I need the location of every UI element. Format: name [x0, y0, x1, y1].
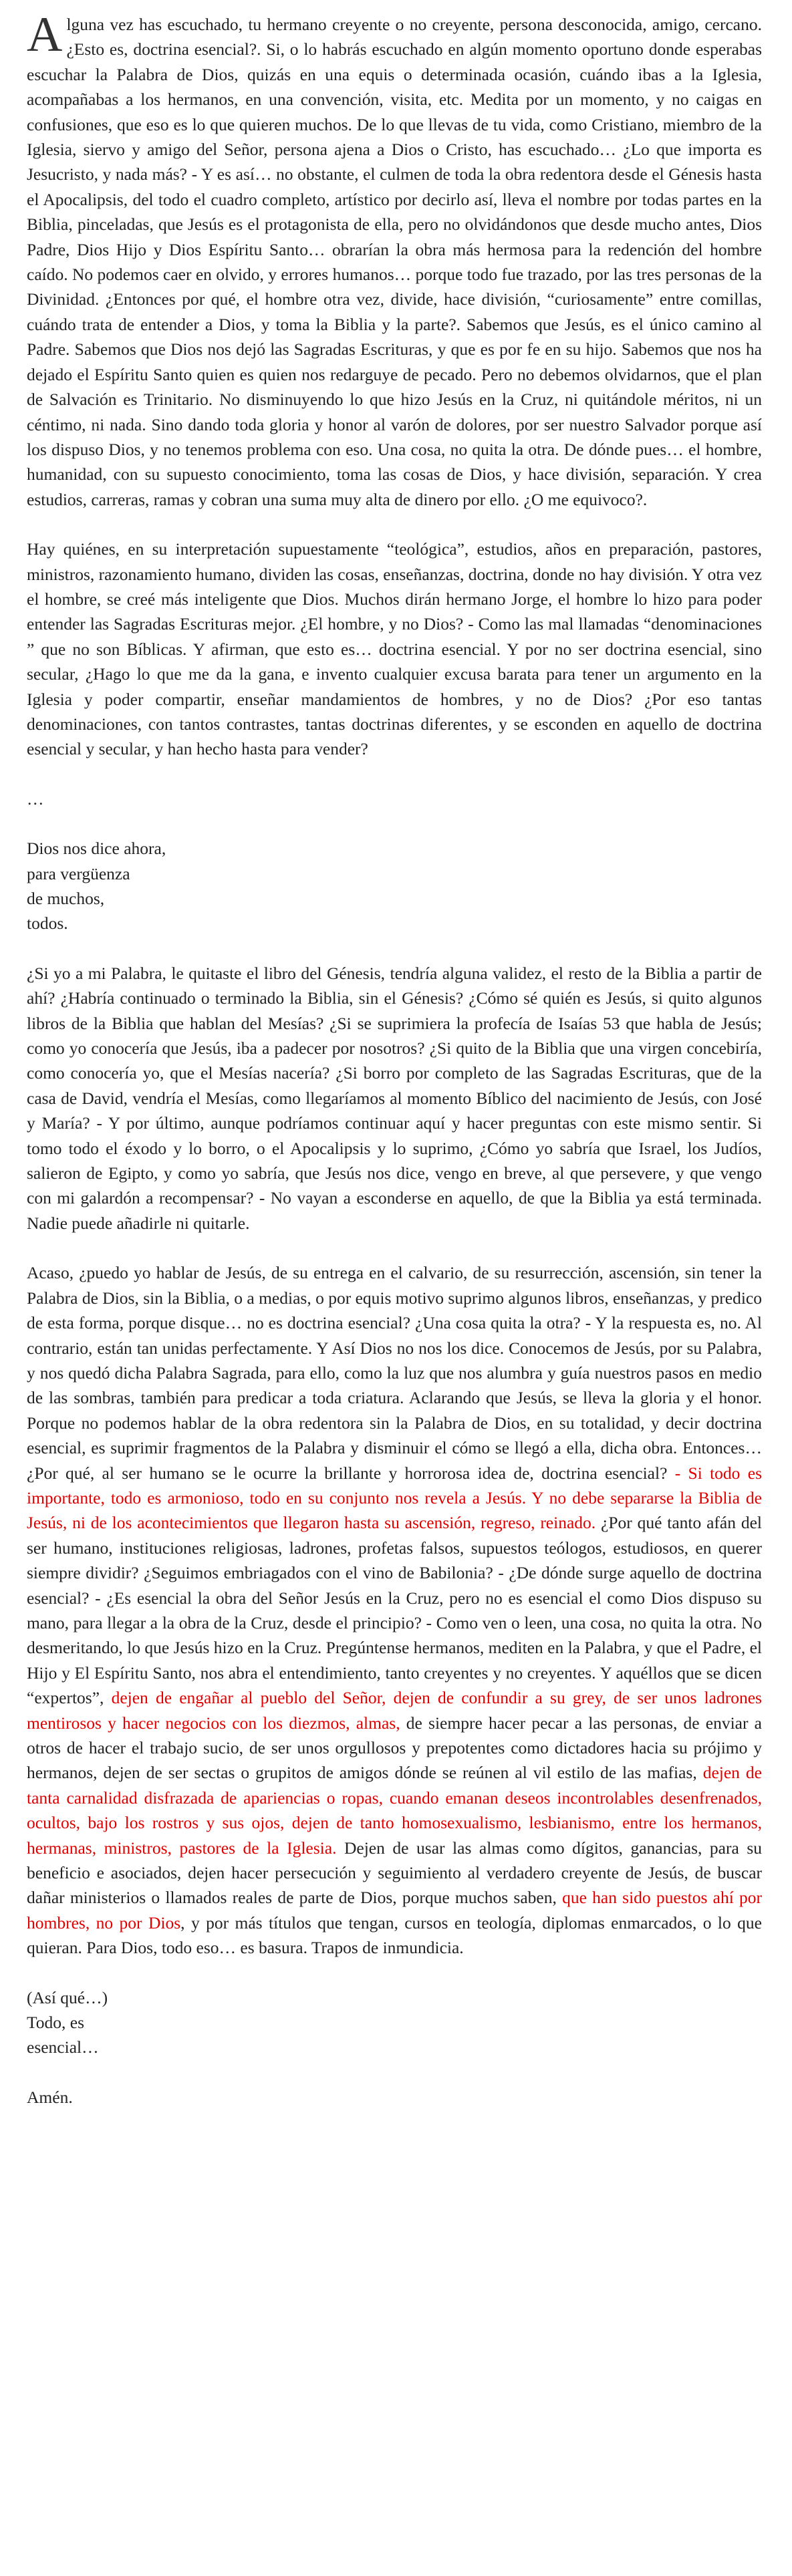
poem-line: para vergüenza [27, 863, 130, 883]
highlighted-text: que han sido puestos ahí por hombres, no por Dios [27, 1888, 762, 1933]
paragraph-spacer [27, 1236, 762, 1260]
poem-block [27, 836, 762, 936]
drop-cap: A [27, 7, 63, 62]
exhortation-text: de siempre hacer pecar a las personas, de enviar a otros de hacer el trabajo sucio, de ser unos orgullosos y prepotentes como dictadores hacia su prójimo y hermanos, dejen de ser sectas o grupitos de amigos dónde se reúnen al vil estilo de las mafias, [27, 1713, 762, 1783]
paragraph-exhortation [27, 1260, 762, 1960]
closing-amen: Amén. [27, 2087, 73, 2107]
paragraph-intro [27, 7, 762, 512]
coda-line: esencial… [27, 2037, 99, 2057]
coda-block [27, 1985, 762, 2060]
document-body [27, 7, 763, 2110]
highlighted-text: - Si todo es importante, todo es armonioso, todo en su conjunto nos revela a Jesús. Y no debe separarse la Biblia de Jesús, ni de los acontecimientos que llegaron hasta su ascensión, regreso, reinado. [27, 1463, 762, 1533]
exhortation-text: ¿Por qué tanto afán del ser humano, instituciones religiosas, ladrones, profetas falsos, supuestos teólogos, estudiosos, en querer siempre dividir? ¿Seguimos embriagados con el vino de Babilonia? - ¿De dónde surge aquello de doctrina esencial? - ¿Es esencial la obra del Señor Jesús en la Cruz, pero no es esencial el como Dios dispuso su mano, para llegar a la obra de la Cruz, desde el principio? - Como ven o leen, una cosa, no quita la otra. No desmeritando, lo que Jesús hizo en la Cruz. Pregúntense hermanos, mediten en la Palabra, y que el Padre, el Hijo y El Espíritu Santo, nos abra el entendimiento, tanto creyentes y no creyentes. Y aquéllos que se dicen “expertos”, [27, 1513, 763, 1708]
paragraph-questions: ¿Si yo a mi Palabra, le quitaste el libro del Génesis, tendría alguna validez, el resto de la Biblia a partir de ahí? ¿Habría continuado o terminado la Biblia, sin el Génesis? ¿Cómo sé quién es Jesús, si quito algunos libros de la Biblia que hablan del Mesías? ¿Si se suprimiera la profecía de Isaías 53 que habla de Jesús; como yo conocería que Jesús, iba a padecer por nosotros? ¿Si quito de la Biblia que una virgen concebiría, como conocería yo, que el Mesías nacería? ¿Si borro por completo de las Sagradas Escrituras, que de la casa de David, vendría el Mesías, como llegaríamos al momento Bíblico del nacimiento de Jesús, con José y María? - Y por último, aunque podríamos continuar aquí y hacer preguntas con este mismo sentir. Si tomo todo el éxodo y lo borro, o el Apocalipsis y lo suprimo, ¿Cómo yo sabría que Israel, los Judíos, salieron de Egipto, y como yo sabría, que Jesús nos dice, vengo en breve, al que persevere, y que vengo con mi galardón a recompensar? - No vayan a esconderse en aquello, de que la Biblia ya está terminada. Nadie puede añadirle ni quitarle. [27, 963, 762, 1233]
paragraph-denominations: Hay quiénes, en su interpretación supuestamente “teológica”, estudios, años en preparación, pastores, ministros, razonamiento humano, dividen las cosas, enseñanzas, doctrina, donde no hay división. Y otra vez el hombre, se creé más inteligente que Dios. Muchos dirán hermano Jorge, el hombre lo hizo para poder entender las Sagradas Escrituras mejor. ¿El hombre, y no Dios? - Como las mal llamadas “denominaciones ” que no son Bíblicas. Y afirman, que esto es… doctrina esencial. Y por no ser doctrina esencial, sino secular, ¿Hago lo que me da la gana, e invento cualquier excusa barata para tener un argumento en la Iglesia y poder compartir, enseñar mandamientos de hombres, y no de Dios? ¿Por eso tantas denominaciones, con tantos contrastes, tantas doctrinas diferentes, y se esconden en aquello de doctrina esencial y secular, y han hecho hasta para vender? [27, 539, 762, 759]
highlighted-text: dejen de tanta carnalidad disfrazada de apariencias o ropas, cuando emanan deseos incontrolables desenfrenados, ocultos, bajo los rostros y sus ojos, dejen de tanto homosexualismo, lesbianismo, entre los hermanos, hermanas, ministros, pastores de la Iglesia. [27, 1763, 762, 1858]
paragraph-spacer [27, 936, 762, 961]
paragraph-spacer [27, 1961, 762, 1985]
ellipsis-separator: … [27, 789, 44, 809]
coda-line: Todo, es [27, 2013, 85, 2033]
paragraph-spacer [27, 762, 762, 786]
highlighted-text: dejen de engañar al pueblo del Señor, dejen de confundir a su grey, de ser unos ladrones mentirosos y hacer negocios con los diezmos, almas, [27, 1688, 762, 1733]
poem-line: Dios nos dice ahora, [27, 839, 166, 859]
exhortation-text: , y por más títulos que tengan, cursos en teología, diplomas enmarcados, o lo que quieran. Para Dios, todo eso… es basura. Trapos de inmundicia. [27, 1912, 763, 1958]
poem-line: de muchos, [27, 889, 105, 908]
paragraph-spacer [27, 811, 762, 836]
paragraph-spacer [27, 512, 762, 537]
poem-line: todos. [27, 913, 68, 934]
exhortation-text: Acaso, ¿puedo yo hablar de Jesús, de su entrega en el calvario, de su resurrección, ascensión, sin tener la Palabra de Dios, sin la Biblia, o a medias, o por equis motivo suprimo algunos libros, enseñanzas, y predico de esta forma, porque disque… no es doctrina esencial? ¿Una cosa quita la otra? - Y la respuesta es, no. Al contrario, están tan unidas perfectamente. Y Así Dios no nos los dice. Conocemos de Jesús, por su Palabra, y nos quedó dicha Palabra Sagrada, para ello, como la luz que nos alumbra y guía nuestros pasos en medio de las sombras, también para predicar a toda criatura. Aclarando que Jesús, se lleva la gloria y el honor. Porque no podemos hablar de la obra redentora sin la Palabra de Dios, en su totalidad, y decir doctrina esencial, es suprimir fragmentos de la Palabra y disminuir el cómo se llegó a ella, dicha obra. Entonces… ¿Por qué, al ser humano se le ocurre la brillante y horrorosa idea de, doctrina esencial? [27, 1263, 762, 1483]
paragraph-spacer [27, 2060, 762, 2085]
paragraph-intro-text: lguna vez has escuchado, tu hermano creyente o no creyente, persona desconocida, amigo, cercano. ¿Esto es, doctrina esencial?. Si, o lo habrás escuchado en algún momento oportuno donde esperabas escuchar la Palabra de Dios, quizás en una equis o determinada ocasión, cuándo ibas a la Iglesia, acompañabas a los hermanos, en una convención, visita, etc. Medita por un momento, y no caigas en confusiones, que eso es lo que quieren muchos. De lo que llevas de tu vida, como Cristiano, miembro de la Iglesia, siervo y amigo del Señor, persona ajena a Dios o Cristo, has escuchado… ¿Lo que importa es Jesucristo, y nada más? - Y es así… no obstante, el culmen de toda la obra redentora desde el Génesis hasta el Apocalipsis, del todo el cuadro completo, artístico por decirlo así, lleva el nombre por todas partes en la Biblia, pinceladas, que Jesús es el protagonista de ella, pero no olvidándonos que desde mucho antes, Dios Padre, Dios Hijo y Dios Espíritu Santo… obrarían la obra más hermosa para la redención del hombre caído. No podemos caer en olvido, y errores humanos… porque todo fue trazado, por las tres personas de la Divinidad. ¿Entonces por qué, el hombre otra vez, divide, hace división, “curiosamente” entre comillas, cuándo trata de entender a Dios, y toma la Biblia y la parte?. Sabemos que Jesús, es el único camino al Padre. Sabemos que Dios nos dejó las Sagradas Escrituras, y que es por fe en su hijo. Sabemos que nos ha dejado el Espíritu Santo quien es quien nos redarguye de pecado. Pero no debemos olvidarnos, que el plan de Salvación es Trinitario. No disminuyendo lo que hizo Jesús en la Cruz, ni quitándole méritos, ni un céntimo, ni nada. Sino dando toda gloria y honor al varón de dolores, por ser nuestro Salvador porque así los dispuso Dios, y no tenemos problema con eso. Una cosa, no quita la otra. De dónde pues… el hombre, humanidad, con su supuesto conocimiento, toma las cosas de Dios, y hace división, separación. Y crea estudios, carreras, ramas y cobran una suma muy alta de dinero por ello. ¿O me equivoco?. [27, 15, 762, 509]
exhortation-text: Dejen de usar las almas como dígitos, ganancias, para su beneficio e asociados, dejen hacer persecución y seguimiento al verdadero creyente de Jesús, de buscar dañar ministerios o llamados reales de parte de Dios, porque muchos saben, [27, 1838, 762, 1908]
coda-line: (Así qué…) [27, 1987, 108, 2007]
